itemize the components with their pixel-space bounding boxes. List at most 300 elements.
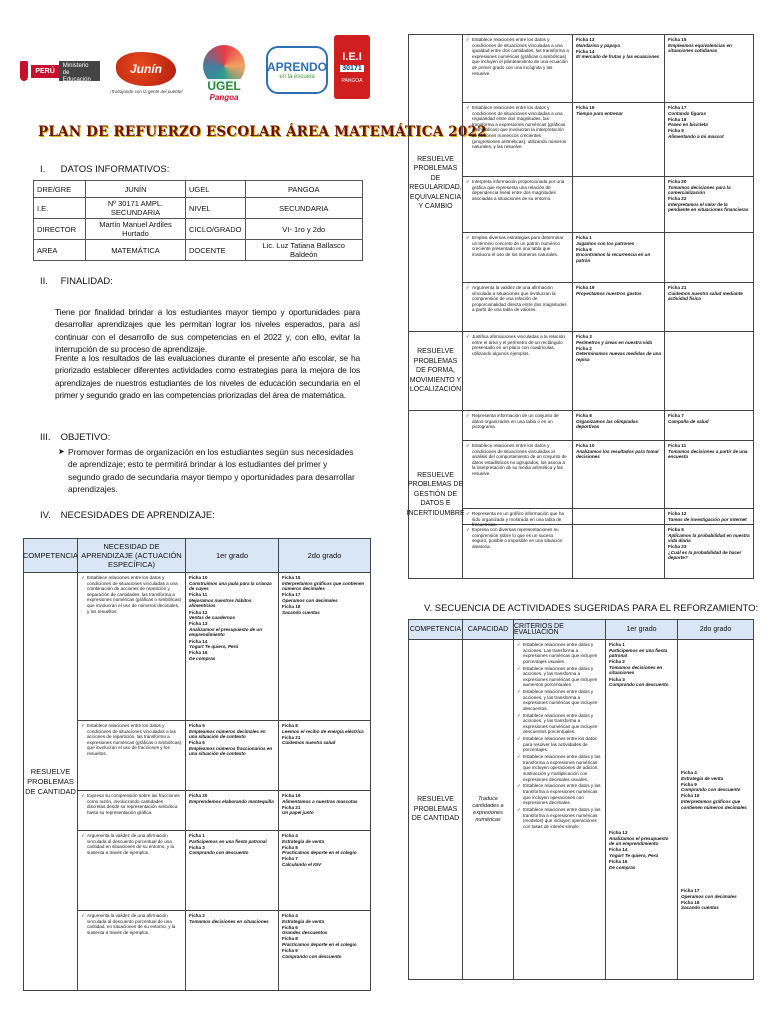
ficha-entry: [576, 37, 661, 48]
grade-1-cell: [573, 283, 665, 331]
competencia-block: [406, 411, 753, 578]
arrow-bullet-icon: ➤: [58, 447, 65, 456]
check-bullet-icon: ✓: [466, 413, 470, 418]
ficha-number: Ficha 16: [609, 858, 628, 864]
ficha-entry: [609, 642, 674, 659]
ficha-entry: [668, 128, 750, 139]
check-bullet-icon: ✓: [517, 754, 521, 760]
ficha-title: Aplicamos la probabilidad en nuestra vida diaria: [668, 532, 750, 544]
ficha-number: Ficha 1: [189, 833, 205, 838]
ficha-title: Comprando con descuento: [681, 787, 741, 793]
need-text: Argumenta la validez de una afirmación vinculada al descuento porcentual de una cantidad, en situaciones de su entorno, y la sustenta a través de ejemplos.: [87, 913, 176, 935]
ficha-group: [609, 830, 674, 871]
table-row: [34, 181, 363, 198]
grade-2-cell: [665, 35, 753, 102]
ficha-number: Ficha 5: [189, 723, 205, 728]
ficha-title: Interpretamos gráficos que contienen números decimales: [282, 580, 365, 592]
check-bullet-icon: ✓: [466, 235, 470, 240]
table-row: [78, 791, 370, 831]
ficha-title: Participemos en una fiesta patronal: [609, 647, 668, 659]
ficha-number: Ficha 8: [576, 413, 592, 418]
ficha-entry: [189, 845, 275, 856]
check-bullet-icon: ✓: [466, 179, 470, 184]
table-row: [78, 721, 370, 791]
competencia-cell: RESUELVE PROBLEMAS DE GESTIÓN DE DATOS E INCERTIDUMBRE: [409, 411, 463, 578]
ficha-entry: [668, 285, 750, 302]
ficha-entry: [576, 346, 661, 363]
ficha-title: Campaña de salud: [668, 418, 709, 424]
need-cell: [463, 177, 573, 232]
junin-logo: [108, 46, 184, 100]
ficha-title: Comprando con descuento: [189, 850, 249, 856]
section-2-heading: [40, 276, 113, 287]
ficha-number: Ficha 1: [576, 235, 592, 240]
ficha-number: Ficha 14: [609, 847, 628, 853]
info-table: [33, 180, 363, 261]
ficha-entry: [282, 936, 367, 947]
ficha-title: Jugamos con los patrones: [576, 240, 635, 246]
ficha-number: Ficha 15: [282, 575, 301, 580]
ficha-group: [681, 770, 750, 811]
check-bullet-icon: ✓: [466, 285, 470, 290]
need-text: Establece relaciones entre los datos y condiciones de situaciones vinculadas a las acciones de repartición, las transforma a expresiones numéricas (gráficas o simbólicas) que involucran el uso de fracciones y los resueltos.: [87, 723, 182, 756]
grade-2-cell: [665, 233, 753, 282]
ficha-entry: [282, 735, 367, 746]
ficha-number: Ficha 21: [282, 734, 301, 740]
info-label: DRE/GRE: [34, 181, 86, 198]
ficha-number: Ficha 21: [282, 804, 301, 810]
grade-1-cell: [573, 525, 665, 578]
grade-2-cell: [665, 177, 753, 232]
grade-2-cell: [665, 525, 753, 578]
grade-2-cell: [279, 791, 370, 830]
check-bullet-icon: ✓: [466, 105, 470, 110]
need-text: Argumenta la validez de una afirmación vinculada al descuento porcentual de una cantidad en situaciones de su entorno, y la sustenta a través de ejemplos.: [87, 833, 175, 855]
check-bullet-icon: ✓: [466, 334, 470, 339]
column-header: 1er grado: [186, 539, 279, 572]
check-bullet-icon: ✓: [517, 712, 521, 718]
minedu-name: Ministerio de Educación: [59, 61, 100, 81]
junin-tagline: ¡Trabajando con la gente del pueblo!: [109, 89, 183, 94]
ficha-entry: [668, 179, 750, 196]
capacidad-cell: Traduce cantidades a expresiones numéricas: [463, 640, 514, 979]
ficha-number: Ficha 4: [282, 833, 298, 838]
ficha-number: Ficha 18: [668, 116, 687, 122]
column-header: 1er grado: [606, 620, 678, 639]
ficha-number: Ficha 7: [282, 856, 298, 862]
section-4-heading: [40, 510, 215, 521]
need-text: Representa en un gráfico información que ha sido organizada y mostrada en una tabla de frecuencias.: [472, 511, 564, 528]
ficha-number: Ficha 17: [282, 592, 301, 598]
ficha-entry: [282, 805, 367, 816]
logo-strip: [20, 38, 365, 113]
ficha-number: Ficha 14: [189, 638, 208, 644]
grade-2-cell: [279, 911, 370, 990]
criterio-text: Establece relaciones entre datos y las transforma a expresiones numéricas (modelos) que incluyen operaciones con tasas de interés simple.: [523, 806, 601, 829]
ficha-title: Empleamos equivalencias en situaciones cotidianas: [668, 42, 732, 54]
ficha-entry: [576, 285, 661, 296]
ficha-number: Ficha 8: [282, 844, 298, 850]
column-header: CRITERIOS DE EVALUACIÓN: [514, 620, 606, 639]
need-cell: [78, 911, 186, 990]
ficha-number: Ficha 23: [668, 544, 687, 550]
table-row: [463, 233, 753, 283]
column-header: CAPACIDAD: [463, 620, 514, 639]
need-text: Justifica afirmaciones vinculadas a la relación entre el área y el perímetro de un rectángulo presentado en un plano con cuadrículas, utilizando algunos ejemplos.: [472, 334, 565, 356]
ficha-entry: [576, 443, 661, 460]
need-cell: [463, 509, 573, 528]
iei-logo-number: 30171: [342, 64, 362, 72]
ficha-number: Ficha 9: [282, 948, 298, 954]
ficha-entry: [681, 793, 750, 810]
need-text: Establece relaciones entre los datos y condiciones de situaciones vinculadas a una igualdad entre dos cantidades, las transforma a expresiones numéricas (gráficas o simbólicas) que incluyen el planteamiento de una ecuación de primer grado con una incógnita y las resuelve.: [472, 37, 569, 76]
ficha-title: Perímetros y áreas en nuestra vida: [576, 339, 653, 345]
ficha-title: Leemos el recibo de energía eléctrica: [282, 728, 364, 734]
criterio-text: Establece relaciones entre datos y acciones. Las transforma a expresiones numéricas que incluyen porcentajes usuales.: [523, 642, 598, 664]
ficha-entry: [576, 49, 661, 60]
ficha-entry: [189, 650, 275, 661]
table-row: [463, 103, 753, 177]
ficha-number: Ficha 17: [668, 105, 687, 110]
need-text: Argumenta la validez de una afirmación vinculada a situaciones que involucran la comprensión de una relación de proporcionalidad directa entre dos magnitudes a partir de una tabla de valores.: [472, 285, 567, 313]
table-row: [463, 283, 753, 331]
ficha-number: Ficha 19: [576, 285, 595, 290]
ficha-title: Operamos con decimales: [681, 893, 737, 899]
aprendo-logo-text: APRENDO: [267, 60, 328, 74]
ficha-entry: [668, 443, 750, 460]
criterio-item: [517, 736, 602, 753]
iei-logo-place: PANGOA: [341, 77, 363, 84]
objetivo-text: Promover formas de organización en los estudiantes según sus necesidades de aprendizaje; esto te permitirá brindar a los estudiantes del primer y segundo grado de secundaria mayor tiempo y oportunidades para desarrollar aprendizajes.: [68, 447, 355, 495]
table-row: [463, 35, 753, 103]
ficha-entry: [668, 37, 750, 54]
need-cell: [463, 525, 573, 578]
grade-2-cell: [665, 441, 753, 508]
check-bullet-icon: ✓: [466, 527, 470, 532]
criterio-text: Establece relaciones entre datos y acciones, y las transforma a expresiones numéricas que incluyen descuentos.: [523, 689, 598, 711]
info-value: PANGOA: [245, 181, 362, 198]
section-number: IV.: [40, 510, 51, 521]
section-number: III.: [40, 432, 51, 443]
criterio-item: [517, 807, 602, 829]
criterio-text: Establece relaciones entre los datos para resolver las actividades de porcentajes.: [523, 736, 597, 753]
ficha-entry: [609, 830, 674, 847]
ugel-logo: [190, 38, 258, 108]
ficha-title: Organizamos las olimpiadas deportivas: [576, 418, 639, 430]
ficha-entry: [189, 793, 275, 804]
ficha-title: Analizamos el presupuesto de un emprendimiento: [609, 835, 669, 847]
table-row: [34, 198, 363, 219]
page-title: PLAN DE REFUERZO ESCOLAR ÁREA MATEMÁTICA 2022: [38, 124, 487, 140]
ficha-title: Mejoramos nuestros hábitos alimenticios: [189, 597, 252, 609]
check-bullet-icon: ✓: [81, 793, 85, 798]
competencia-block: [409, 332, 753, 411]
grade-2-cell: [665, 103, 753, 176]
check-bullet-icon: ✓: [466, 37, 470, 42]
need-text: Establece relaciones entre los datos y condiciones de situaciones vinculadas a una regularidad entre dos magnitudes, las transforma a expresiones numéricas (gráficas o simbólicas) que involucran la interpretación de patrones numéricos crecientes (progresiones aritméticas), utilizando números naturales, y las resuelve.: [472, 105, 567, 150]
ficha-entry: [189, 621, 275, 638]
ficha-entry: [282, 793, 367, 804]
column-header: COMPETENCIA: [24, 539, 78, 572]
ficha-title: Tomamos decisiones para la comercialización: [668, 184, 731, 196]
competencia-rows: [463, 332, 753, 410]
ficha-number: Ficha 4: [681, 770, 697, 775]
grade-1-cell: [186, 911, 279, 990]
ficha-entry: [609, 859, 674, 870]
ficha-title: Ventas de cuadernos: [189, 615, 236, 621]
grade-2-cell: [665, 411, 753, 440]
ficha-title: Paseo en bicicleta: [668, 122, 708, 128]
criterio-text: Establece relaciones entre datos y acciones, y las transforma a expresiones numéricas que incluyen descuentos porcentuales.: [523, 712, 598, 735]
ficha-entry: [681, 888, 750, 899]
ficha-title: Practicamos deporte en el colegio: [282, 941, 357, 947]
ficha-title: Empleamos números fraccionarios en una situación de contexto: [189, 745, 273, 757]
ficha-number: Ficha 22: [668, 196, 687, 202]
sequence-table: [408, 619, 754, 980]
grade-1-cell: [573, 332, 665, 410]
need-text: Emplea diversas estrategias para determinar un término concreto de un patrón numérico creciente presentado en una tabla que involucra el uso de los números naturales.: [472, 235, 564, 257]
ficha-entry: [609, 659, 674, 676]
criterio-item: [517, 754, 602, 782]
section-number: V.: [424, 603, 433, 614]
check-bullet-icon: ✓: [517, 736, 521, 742]
ficha-entry: [282, 845, 367, 856]
ficha-entry: [189, 610, 275, 621]
table-row: [78, 831, 370, 911]
info-value: SECUNDARIA: [245, 198, 362, 219]
criterio-text: Establece relaciones entre datos y acciones, y las transforma a expresiones numéricas que incluyen aumentos porcentuales.: [523, 665, 598, 688]
ficha-number: Ficha 10: [189, 575, 208, 580]
ficha-entry: [668, 527, 750, 544]
check-bullet-icon: ✓: [81, 575, 85, 580]
section-number: I.: [40, 164, 46, 175]
minedu-peru-label: PERÚ: [31, 65, 58, 78]
ficha-entry: [189, 740, 275, 757]
ficha-entry: [189, 575, 275, 592]
info-value: MATEMÁTICA: [86, 240, 186, 261]
ficha-number: Ficha 6: [189, 740, 205, 746]
need-cell: [463, 35, 573, 102]
grade-1-cell: [186, 721, 279, 790]
section-label: OBJETIVO:: [60, 432, 111, 443]
check-bullet-icon: ✓: [517, 783, 521, 789]
ficha-title: Comprando con descuento: [282, 953, 342, 959]
ficha-number: Ficha 2: [189, 913, 205, 918]
ficha-entry: [189, 913, 275, 924]
grade-2-cell: [279, 573, 370, 720]
ficha-number: Ficha 21: [668, 285, 687, 290]
peru-shield-icon: [20, 61, 28, 81]
ficha-title: Estrategia de venta: [282, 918, 325, 924]
iei-logo-text: I.E.I: [342, 50, 362, 63]
grade-2-cell: [665, 283, 753, 331]
ficha-title: Tareas de investigación por internet: [668, 516, 747, 522]
need-cell: [463, 103, 573, 176]
check-bullet-icon: ✓: [466, 443, 470, 448]
criterios-cell: [514, 640, 606, 979]
finalidad-paragraph-1: Tiene por finalidad brindar a los estudiantes mayor tiempo y oportunidades para desarrollar aprendizajes que les permitan lograr los niveles esperados, para así continuar con el desarrollo de sus competencias en el 2022 y, con ello, evitar la interrupción de su proceso de aprendizaje.: [55, 307, 360, 355]
ficha-title: Un papel justo: [282, 810, 314, 816]
ficha-number: Ficha 3: [609, 676, 625, 682]
grade-2-cell: [678, 640, 753, 979]
ficha-entry: [576, 413, 661, 430]
ficha-entry: [668, 511, 750, 522]
section-5-heading: [424, 603, 758, 614]
ficha-title: Operamos con decimales: [282, 597, 338, 603]
ficha-title: De compras: [609, 864, 636, 870]
ficha-title: Analizamos los resultados para tomar decisiones: [576, 448, 659, 460]
column-header: COMPETENCIA: [409, 620, 463, 639]
section-label: NECESIDADES DE APRENDIZAJE:: [60, 510, 215, 521]
ficha-number: Ficha 3: [576, 334, 592, 339]
table-row: [78, 573, 370, 721]
ficha-title: Tiempo para entrenar: [576, 110, 623, 116]
info-label: NIVEL: [186, 198, 246, 219]
info-value: Nº 30171 AMPL. SECUNDARIA: [86, 198, 186, 219]
ficha-number: Ficha 15: [681, 793, 700, 799]
check-bullet-icon: ✓: [517, 665, 521, 671]
ficha-entry: [681, 782, 750, 793]
aprendo-logo: [266, 46, 328, 94]
competencia-cell: RESUELVE PROBLEMAS DE REGULARIDAD, EQUIVALENCIA Y CAMBIO: [409, 35, 463, 331]
ficha-entry: [189, 639, 275, 650]
check-bullet-icon: ✓: [81, 833, 85, 838]
ficha-number: Ficha 6: [282, 924, 298, 930]
ficha-number: Ficha 2: [609, 659, 625, 665]
ficha-number: Ficha 13: [576, 37, 595, 42]
ficha-entry: [282, 913, 367, 924]
ficha-number: Ficha 7: [668, 413, 684, 418]
ficha-title: Calculando el IGV: [282, 861, 322, 867]
needs-table-header: [24, 539, 370, 573]
ficha-entry: [668, 413, 750, 424]
ficha-title: Tomamos decisiones en situaciones: [189, 918, 269, 924]
table-row: [34, 219, 363, 240]
ficha-number: Ficha 8: [282, 936, 298, 942]
table-row: [463, 177, 753, 233]
need-text: Establece relaciones entre los datos y condiciones de situaciones vinculadas al análisis del comportamiento de un conjunto de datos estadísticos no agrupados, los asocia a la interpretación de su media aritmética y las resuelve.: [472, 443, 567, 476]
criterio-text: Establece relaciones entre datos y las transforma a expresiones numéricas que incluyen operaciones con expresiones decimales.: [523, 783, 601, 806]
need-cell: [78, 831, 186, 910]
ficha-title: Interpretamos gráficos que contienen números decimales: [681, 798, 747, 810]
ficha-title: Encontramos la recurrencia en un patrón: [576, 252, 651, 263]
ficha-group: [681, 888, 750, 911]
need-text: Interpreta información proporcionada por una gráfica que representa una relación de dependencia lineal entre dos magnitudes asociadas a situaciones de su entorno.: [472, 179, 565, 201]
ficha-title: Alimentando a mi mascot: [668, 133, 724, 139]
grade-1-cell: [573, 103, 665, 176]
section-number: II.: [40, 276, 48, 287]
competencia-cell: RESUELVE PROBLEMAS DE FORMA, MOVIMIENTO Y LOCALIZACIÓN: [409, 332, 463, 410]
grade-1-cell: [186, 831, 279, 910]
table-row: [463, 509, 753, 528]
ficha-title: Mandarina y papaya: [576, 42, 620, 48]
criterio-item: [517, 713, 602, 735]
need-cell: [78, 791, 186, 830]
ficha-number: Ficha 11: [189, 592, 208, 598]
need-cell: [78, 721, 186, 790]
need-cell: [463, 233, 573, 282]
criterio-text: Establece relaciones entre datos y las transforma a expresiones numéricas que incluyen operaciones de adición, sustracción y multiplicación con expresiones decimales usuales.: [523, 754, 601, 782]
ficha-title: Practicamos deporte en el colegio: [282, 850, 357, 856]
ficha-entry: [282, 723, 367, 734]
column-header: NECESIDAD DE APRENDIZAJE (ACTUACIÓN ESPECÍFICA): [78, 539, 186, 572]
grade-1-cell: [573, 411, 665, 440]
need-cell: [463, 332, 573, 410]
table-row: [463, 332, 753, 410]
section-3-heading: [40, 432, 110, 443]
competencias-table: [408, 34, 754, 579]
ficha-number: Ficha 16: [189, 650, 208, 656]
ficha-entry: [681, 900, 750, 911]
grade-1-cell: [573, 441, 665, 508]
ficha-title: Sacando cuentas: [282, 609, 320, 615]
need-cell: [463, 411, 573, 440]
ficha-entry: [576, 247, 661, 264]
column-header: 2do grado: [307, 551, 342, 560]
info-label: I.E.: [34, 198, 86, 219]
ficha-title: Proyectamos nuestros gastos: [576, 290, 642, 296]
finalidad-paragraph-2: Frente a los resultados de las evaluaciones durante el presente año escolar, se ha priorizado establecer diferentes actividades como estrategias para la mejora de los aprendizajes de nuestros estudiantes de los niveles de educación secundaria en el primer y segundo grado en las competencias priorizadas del área de matemática.: [55, 353, 360, 401]
ficha-number: Ficha 16: [576, 105, 595, 110]
sequence-table-header: [409, 620, 753, 640]
ficha-number: Ficha 18: [282, 603, 301, 609]
check-bullet-icon: ✓: [517, 689, 521, 695]
ficha-entry: [282, 925, 367, 936]
ficha-number: Ficha 14: [576, 48, 595, 54]
ficha-title: ¿Cuál es la probabilidad de hacer deporte?: [668, 549, 742, 561]
ficha-number: Ficha 8: [282, 723, 298, 728]
table-row: [463, 525, 753, 578]
ficha-entry: [668, 544, 750, 561]
needs-table: [23, 538, 371, 991]
ficha-number: Ficha 18: [681, 899, 700, 905]
ficha-title: De compras: [189, 655, 216, 661]
ficha-entry: [282, 833, 367, 844]
ficha-title: Yogurt Te quiero, Perú: [189, 644, 239, 650]
table-row: [463, 411, 753, 441]
ficha-title: Estrategia de venta: [282, 838, 325, 844]
ficha-title: Tomamos decisiones a partir de una encuesta: [668, 448, 748, 460]
table-row: [463, 441, 753, 509]
ficha-number: Ficha 20: [668, 179, 687, 184]
ugel-logo-text: UGEL: [207, 78, 241, 93]
grade-1-cell: [573, 177, 665, 232]
ficha-title: Comprando con descuento: [609, 682, 669, 688]
ficha-number: Ficha 12: [668, 511, 687, 516]
ficha-entry: [668, 105, 750, 116]
ficha-title: Emprendemos elaborando mantequilla: [189, 798, 274, 804]
ficha-entry: [282, 592, 367, 603]
check-bullet-icon: ✓: [466, 511, 470, 516]
section-1-heading: [40, 164, 169, 175]
ficha-title: Alimentamos a nuestras mascotas: [282, 798, 358, 804]
ficha-title: Contando figuras: [668, 110, 707, 116]
ficha-entry: [668, 196, 750, 213]
ficha-title: Analizamos el presupuesto de un emprendimiento: [189, 626, 263, 638]
info-value: VI- 1ro y 2do: [245, 219, 362, 240]
section-label: FINALIDAD:: [60, 276, 113, 287]
criterio-item: [517, 666, 602, 688]
ficha-number: Ficha 13: [609, 830, 628, 835]
ficha-number: Ficha 3: [189, 844, 205, 850]
criterio-item: [517, 783, 602, 805]
ficha-entry: [681, 770, 750, 781]
ficha-entry: [576, 334, 661, 345]
ficha-entry: [576, 105, 661, 116]
ficha-entry: [609, 847, 674, 858]
need-cell: [463, 441, 573, 508]
check-bullet-icon: ✓: [517, 642, 521, 647]
